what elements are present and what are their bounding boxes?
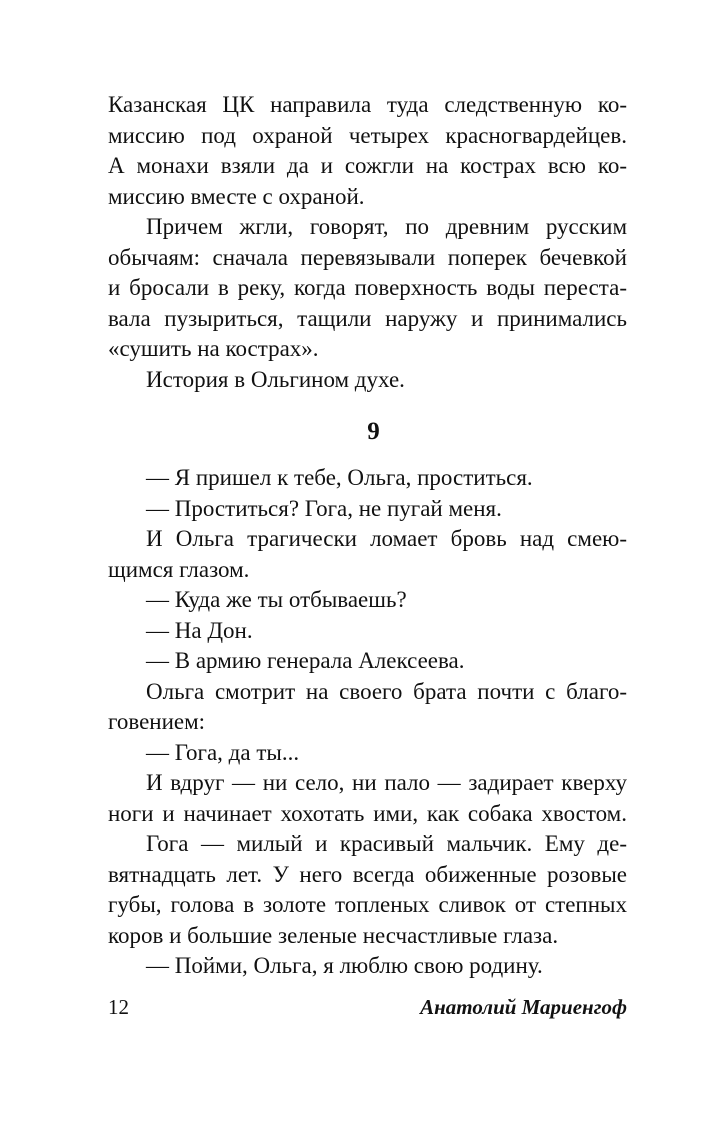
dialogue-line: — Проститься? Гога, не пугай меня.: [146, 495, 502, 521]
page-footer: [108, 992, 627, 1022]
text-line: А монахи взяли да и сожгли на кострах всю ко-: [108, 153, 627, 178]
dialogue-line: — В армию генерала Алексеева.: [146, 648, 465, 673]
dialogue-line: — На Дон.: [146, 617, 253, 643]
text-line: обычаям: сначала перевязывали поперек бечевкой: [108, 244, 627, 270]
text-line: И вдруг — ни село, ни пало — задирает кверху: [146, 770, 627, 795]
text-line: И Ольга трагически ломает бровь над смею-: [146, 526, 627, 551]
dialogue-line: — Гога, да ты...: [146, 739, 300, 765]
text-line: миссию вместе с охраной.: [108, 183, 365, 209]
text-line: «сушить на кострах».: [108, 336, 319, 361]
text-line: вятнадцать лет. У него всегда обиженные розовые: [108, 861, 627, 887]
text-line: История в Ольгином духе.: [146, 366, 405, 392]
text-line: Казанская ЦК направила туда следственную ко-: [108, 92, 627, 117]
text-line: Гога — милый и красивый мальчик. Ему де-: [146, 831, 627, 856]
text-line: миссию под охраной четырех красногвардейцев.: [108, 122, 627, 148]
spacer: [108, 395, 627, 417]
running-author: Анатолий Мариенгоф: [420, 995, 627, 1019]
dialogue-line: — Я пришел к тебе, Ольга, проститься.: [146, 465, 533, 490]
spacer: [108, 447, 627, 463]
page-number: 12: [108, 995, 129, 1019]
dialogue-line: — Куда же ты отбываешь?: [146, 587, 407, 612]
text-line: и бросали в реку, когда поверхность воды переста-: [108, 275, 627, 300]
page-text: [108, 90, 627, 982]
text-line: губы, голова в золоте топленых сливок от степных: [108, 892, 627, 917]
text-line: коров и большие зеленые несчастливые глаза.: [108, 922, 559, 948]
text-line: щимся глазом.: [108, 556, 250, 582]
dialogue-line: — Пойми, Ольга, я люблю свою родину.: [146, 953, 543, 978]
text-line: ноги и начинает хохотать ими, как собака хвостом.: [108, 800, 627, 826]
chapter-number: 9: [367, 418, 380, 445]
text-line: вала пузыриться, тащили наружу и принимались: [108, 305, 627, 331]
text-line: говением:: [108, 709, 206, 734]
text-line: Ольга смотрит на своего брата почти с благо-: [146, 678, 627, 704]
text-line: Причем жгли, говорят, по древним русским: [146, 214, 627, 239]
